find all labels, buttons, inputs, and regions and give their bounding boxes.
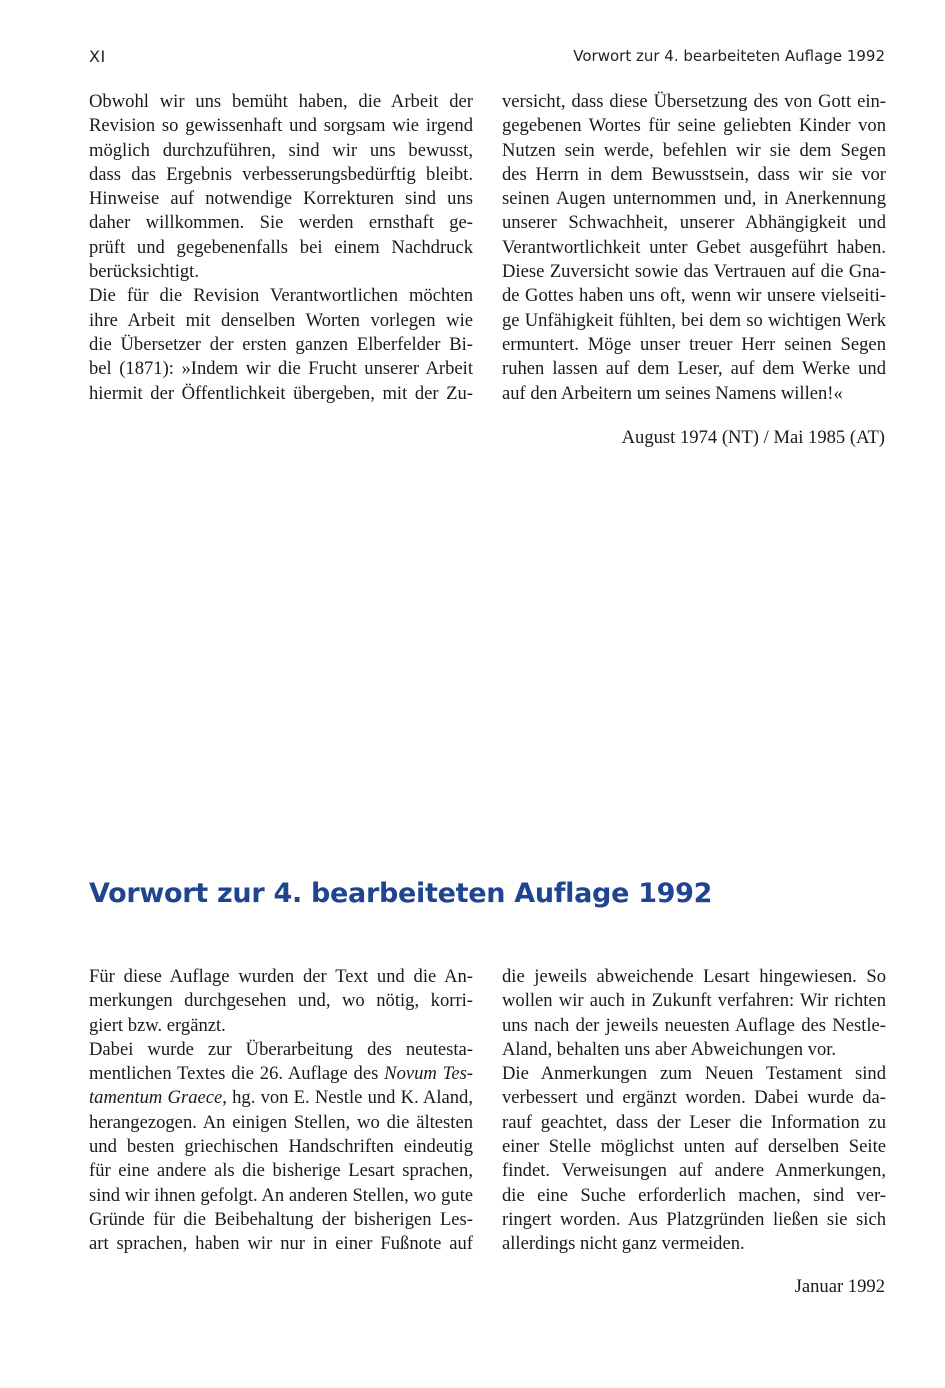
text-line: Die Anmerkungen zum Neuen Testament sind — [502, 1063, 886, 1085]
text-line: ge Unfähigkeit fühlten, bei dem so wichtigen Werk — [502, 309, 886, 331]
signature-date: August 1974 (NT) / Mai 1985 (AT) — [621, 427, 885, 448]
text-line: allerdings nicht ganz vermeiden. — [502, 1233, 745, 1255]
text-line: die eine Suche erforderlich machen, sind ver- — [502, 1184, 886, 1206]
running-title: Vorwort zur 4. bearbeiteten Auflage 1992 — [573, 47, 885, 65]
text-line: ihre Arbeit mit denselben Worten vorlegen wie — [89, 309, 473, 331]
text-line: Für diese Auflage wurden der Text und die An- — [89, 966, 473, 987]
text-line: Aland, behalten uns aber Abweichungen vor. — [502, 1038, 837, 1060]
signature-date: Januar 1992 — [794, 1276, 885, 1297]
text-line: de Gottes haben uns oft, wenn wir unsere vielseiti- — [502, 285, 886, 307]
text-line: seinen Augen unternommen und, in Anerkennung — [502, 188, 886, 210]
text-line: bel (1871): »Indem wir die Frucht unserer Arbeit — [89, 358, 473, 380]
text-line: Die für die Revision Verantwortlichen möchten — [89, 285, 473, 307]
text-line: Verantwortlichkeit unter Gebet ausgeführt haben. — [502, 236, 886, 258]
text-line: prüft und gegebenenfalls bei einem Nachdruck — [89, 236, 473, 258]
text-line: Revision so gewissenhaft und sorgsam wie irgend — [89, 115, 473, 137]
text-line: ruhen lassen auf dem Leser, auf dem Werke und — [502, 358, 886, 380]
text-line: verbessert und ergänzt worden. Dabei wurde da- — [502, 1087, 886, 1109]
text-line: berücksichtigt. — [89, 261, 199, 283]
text-line: daher willkommen. Sie werden ernsthaft ge- — [89, 212, 473, 234]
text-line: merkungen durchgesehen und, wo nötig, korri- — [89, 990, 473, 1012]
text-line: möglich durchzuführen, sind wir uns bewusst, — [89, 139, 473, 161]
page-number: XI — [89, 47, 106, 66]
text-line: gegebenen Wortes für seine geliebten Kinder von — [502, 115, 886, 137]
text-line: Dabei wurde zur Überarbeitung des neutesta- — [89, 1038, 473, 1060]
text-line: hiermit der Öffentlichkeit übergeben, mit der Zu- — [89, 382, 473, 404]
text-line: art sprachen, haben wir nur in einer Fußnote auf — [89, 1233, 473, 1255]
text-line: des Herrn in dem Bewusstsein, dass wir sie vor — [502, 163, 886, 185]
text-line: unserer Schwachheit, unserer Abhängigkeit und — [502, 212, 886, 234]
text-line: uns nach der jeweils neuesten Auflage des Nestle- — [502, 1014, 886, 1036]
text-line: mentlichen Textes die 26. Auflage des Novum Tes- — [89, 1063, 474, 1085]
text-line: sind wir ihnen gefolgt. An anderen Stellen, wo gute — [89, 1184, 473, 1206]
text-line: dass das Ergebnis verbesserungsbedürftig bleibt. — [89, 163, 473, 185]
text-line: Gründe für die Beibehaltung der bisherigen Les- — [89, 1208, 473, 1230]
text-line: ringert worden. Aus Platzgründen ließen sie sich — [502, 1208, 886, 1230]
text-line: tamentum Graece, hg. von E. Nestle und K. Aland, — [89, 1087, 474, 1109]
text-line: herangezogen. An einigen Stellen, wo die ältesten — [89, 1111, 473, 1133]
section2-left-column — [89, 965, 473, 1257]
text-line: Nutzen sein werde, befehlen wir sie dem Segen — [502, 139, 886, 161]
text-line: wollen wir auch in Zukunft verfahren: Wir richten — [502, 990, 886, 1012]
text-line: die Übersetzer der ersten ganzen Elberfelder Bi- — [89, 333, 473, 355]
section1-left-column — [89, 90, 473, 406]
text-line: auf den Arbeitern um seines Namens willen!« — [502, 382, 843, 404]
text-line: für eine andere als die bisherige Lesart sprachen, — [89, 1160, 473, 1182]
text-line: Hinweise auf notwendige Korrekturen sind uns — [89, 188, 473, 210]
text-line: einer Stelle möglichst unten auf derselben Seite — [502, 1136, 886, 1158]
text-line: und besten griechischen Handschriften eindeutig — [89, 1136, 473, 1158]
text-line: findet. Verweisungen auf andere Anmerkungen, — [502, 1160, 886, 1182]
text-line: Diese Zuversicht sowie das Vertrauen auf die Gna- — [502, 261, 886, 283]
text-line: versicht, dass diese Übersetzung des von Gott ein- — [502, 91, 886, 112]
text-line: ermuntert. Möge unser treuer Herr seinen Segen — [502, 333, 886, 355]
section2-right-column — [502, 965, 886, 1257]
text-line: rauf geachtet, dass der Leser die Information zu — [502, 1111, 886, 1133]
section1-right-column — [502, 90, 886, 406]
text-line: Obwohl wir uns bemüht haben, die Arbeit der — [89, 91, 473, 112]
section-heading: Vorwort zur 4. bearbeiteten Auflage 1992 — [89, 878, 713, 909]
text-line: giert bzw. ergänzt. — [89, 1014, 226, 1036]
text-line: die jeweils abweichende Lesart hingewiesen. So — [502, 966, 886, 987]
